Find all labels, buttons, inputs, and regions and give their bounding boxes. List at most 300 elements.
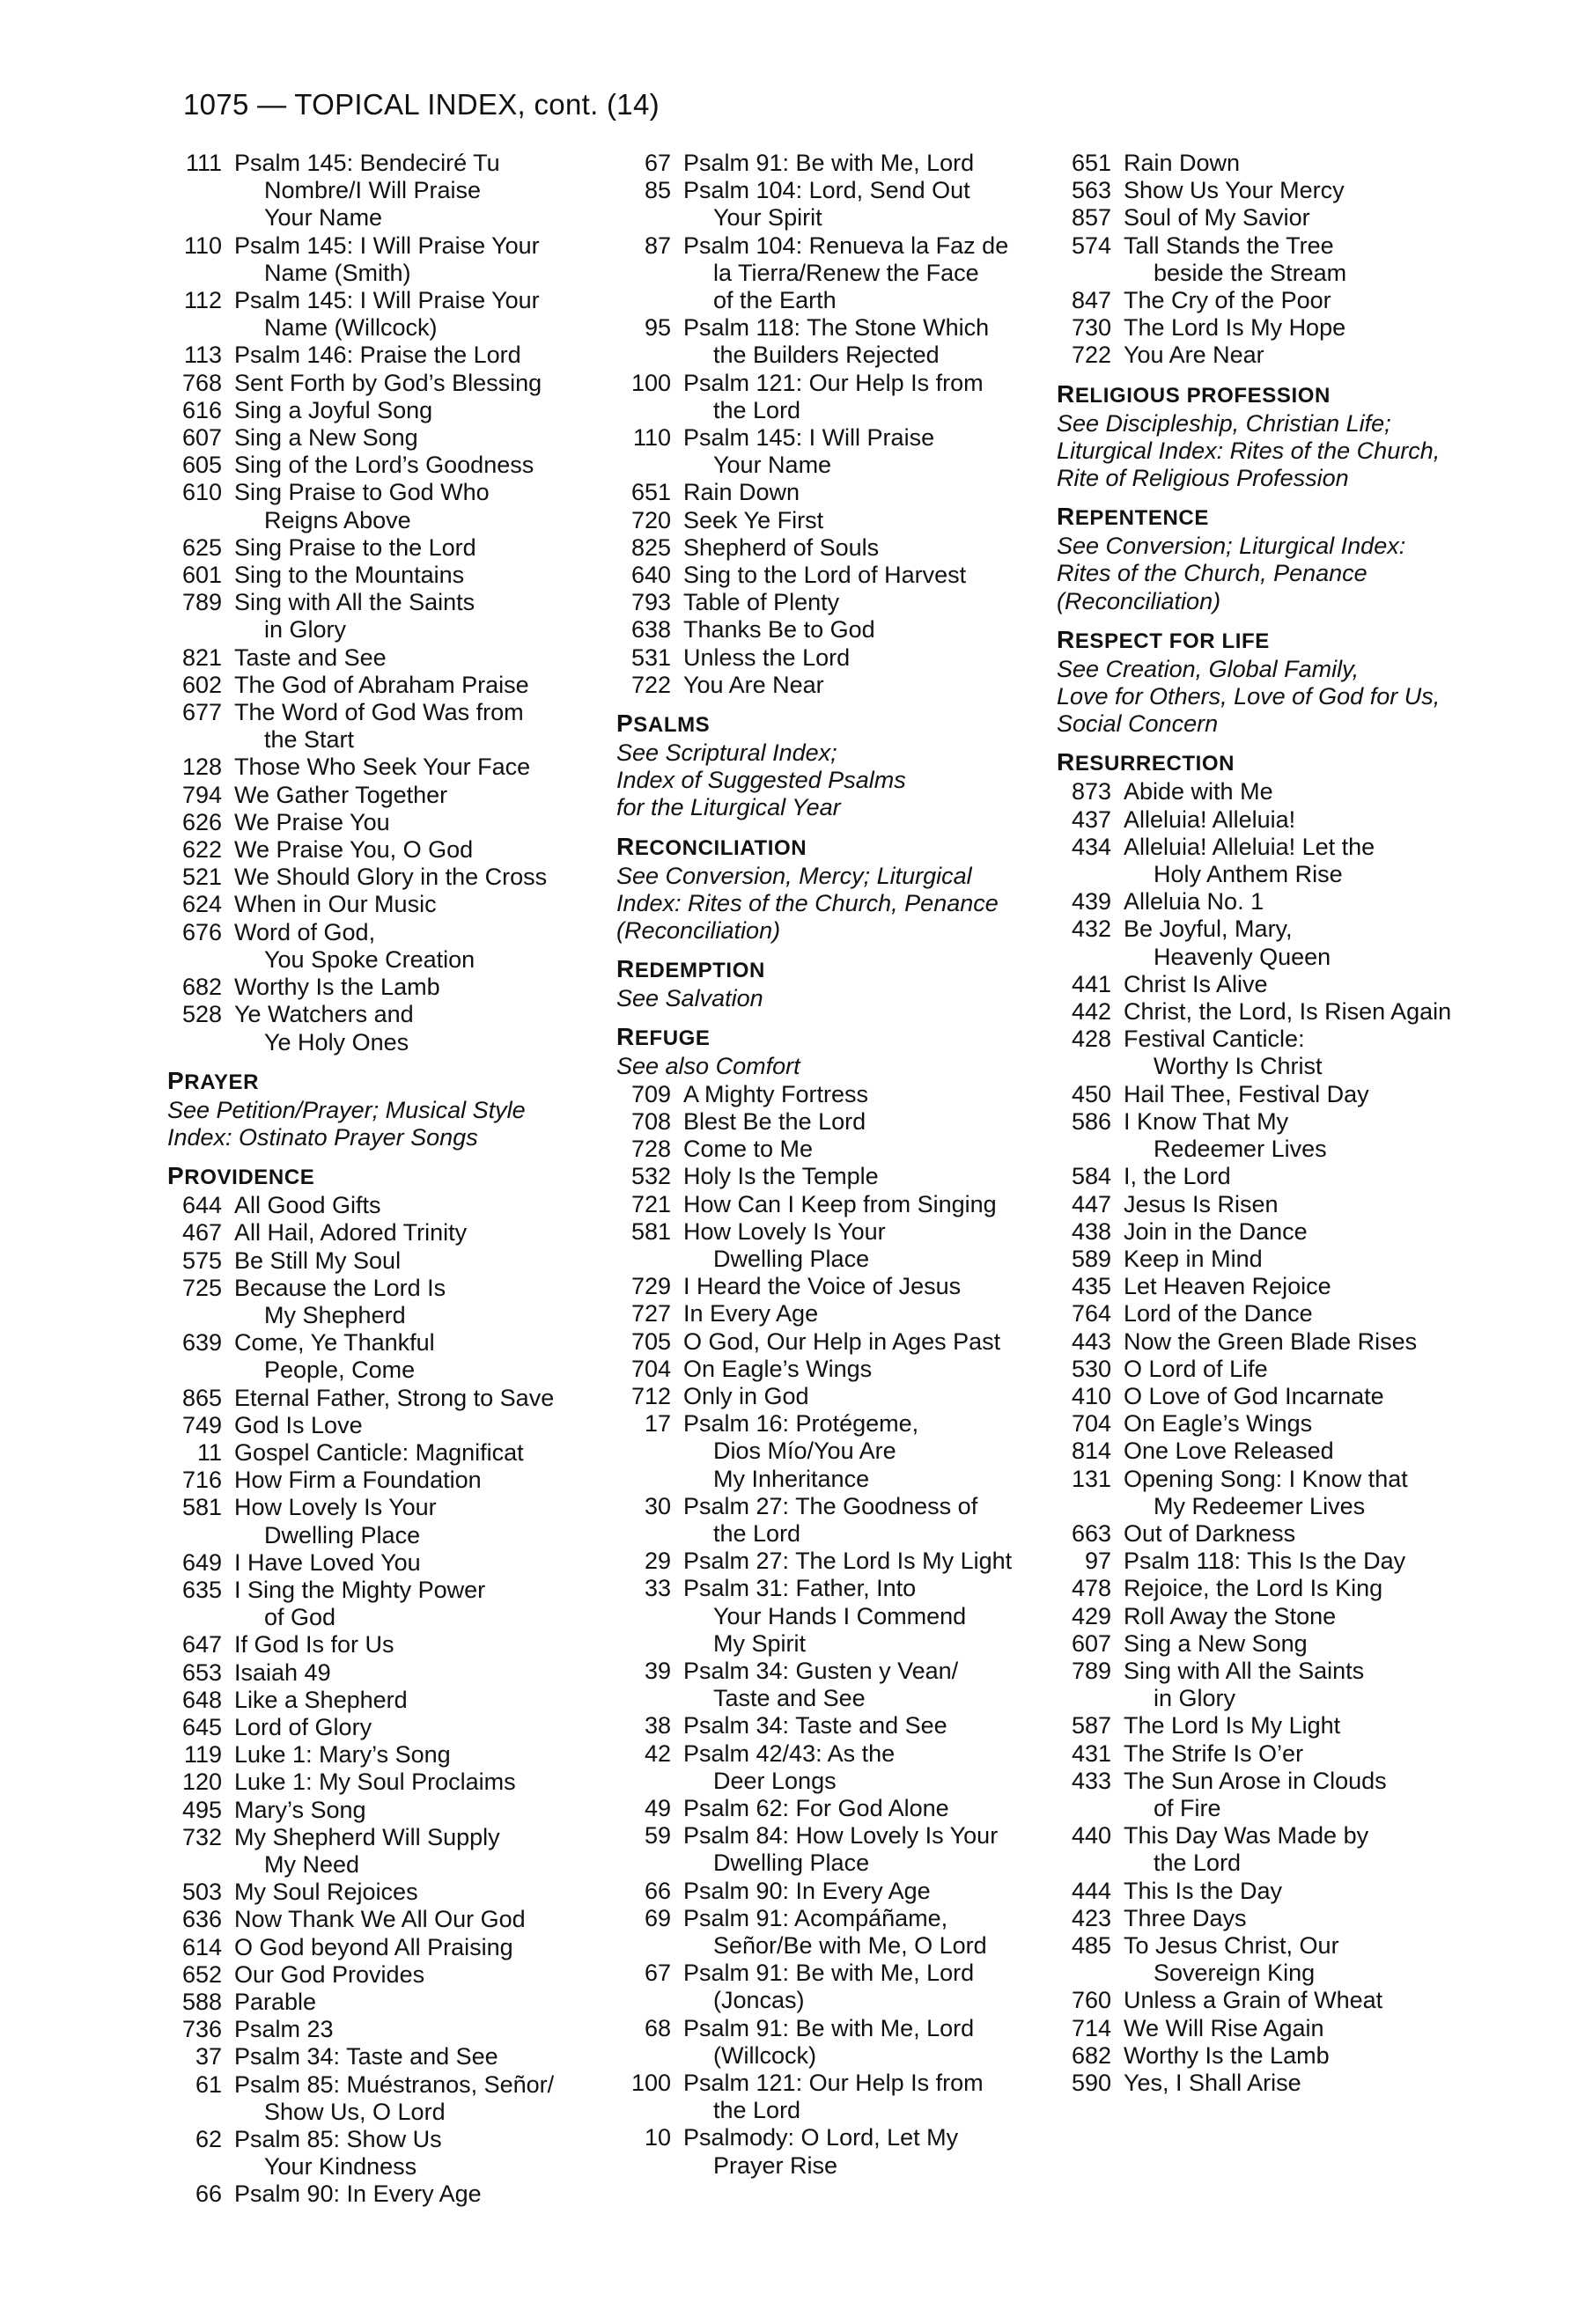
hymn-number: 442 — [1071, 998, 1111, 1026]
index-entry — [1057, 1026, 1479, 1080]
hymn-title — [683, 232, 1008, 315]
hymn-title-line: How Lovely Is Your — [683, 1217, 886, 1245]
index-entry — [1057, 1383, 1479, 1410]
index-entry — [167, 342, 599, 369]
hymn-title-line: O Love of God Incarnate — [1124, 1382, 1384, 1409]
hymn-title — [1124, 1273, 1331, 1300]
hymn-title-line: (Joncas) — [713, 1987, 805, 2014]
hymn-title-line: Sing with All the Saints — [234, 589, 476, 616]
hymn-number: 119 — [183, 1741, 222, 1769]
index-entry — [1057, 1603, 1479, 1630]
hymn-number: 131 — [1071, 1465, 1111, 1492]
hymn-title-line: Psalm 90: In Every Age — [683, 1877, 931, 1904]
hymn-title-line: Let Heaven Rejoice — [1124, 1273, 1331, 1300]
hymn-title-line: Gospel Canticle: Magnificat — [234, 1438, 524, 1466]
hymn-title — [234, 370, 542, 397]
hymn-title-line: beside the Stream — [1154, 259, 1347, 286]
index-entry — [167, 370, 599, 397]
hymn-title-line: Our God Provides — [234, 1960, 425, 1988]
hymn-number: 644 — [181, 1192, 222, 1219]
index-entry — [167, 699, 599, 754]
index-entry — [1057, 1932, 1479, 1987]
index-entry — [1057, 2070, 1479, 2097]
hymn-title — [1124, 1658, 1364, 1712]
index-entry — [616, 507, 1065, 534]
hymn-number: 581 — [630, 1217, 671, 1245]
index-entry — [616, 314, 1065, 369]
index-entry — [167, 1412, 599, 1439]
hymn-title — [683, 1658, 958, 1712]
index-entry — [616, 479, 1065, 506]
hymn-number: 440 — [1071, 1822, 1111, 1850]
index-entry — [1057, 1658, 1479, 1712]
hymn-number: 66 — [195, 2181, 222, 2208]
hymn-title-line: Psalm 27: The Goodness of — [683, 1492, 978, 1519]
hymn-title — [234, 424, 418, 452]
hymn-number: 624 — [181, 891, 222, 918]
hymn-title-line: Those Who Seek Your Face — [234, 754, 531, 781]
hymn-title-line: the Lord — [713, 2097, 801, 2124]
hymn-title-line: Psalm 104: Renueva la Faz de — [683, 232, 1009, 259]
hymn-title — [234, 1329, 435, 1384]
hymn-number: 676 — [181, 918, 222, 945]
hymn-title-line: Sent Forth by God’s Blessing — [234, 369, 542, 396]
hymn-number: 601 — [181, 562, 222, 589]
hymn-number: 704 — [630, 1355, 671, 1382]
hymn-title-line: Señor/Be with Me, O Lord — [713, 1931, 987, 1959]
see-reference — [1057, 410, 1479, 493]
index-entry — [167, 1989, 599, 2016]
index-entry — [167, 1714, 599, 1741]
hymn-title-line: Your Kindness — [264, 2153, 417, 2181]
hymn-title-line: I Know That My — [1124, 1107, 1289, 1135]
hymn-title-line: Reigns Above — [264, 506, 411, 533]
index-entry — [1057, 1273, 1479, 1300]
topic-heading: PSALMS — [616, 710, 711, 738]
hymn-title-line: My Redeemer Lives — [1154, 1492, 1366, 1519]
hymn-number: 729 — [630, 1273, 671, 1300]
hymn-title-line: of God — [264, 1604, 336, 1631]
hymn-title — [1124, 916, 1331, 970]
hymn-title — [234, 782, 447, 809]
index-entry — [1057, 177, 1479, 204]
index-entry — [616, 424, 1065, 479]
hymn-title — [234, 1906, 526, 1933]
hymn-title-line: Psalm 16: Protégeme, — [683, 1410, 919, 1438]
index-entry — [616, 150, 1065, 177]
index-entry — [616, 177, 1065, 232]
hymn-number: 708 — [630, 1107, 671, 1135]
index-entry — [616, 1218, 1065, 1273]
hymn-title-line: My Inheritance — [713, 1465, 870, 1492]
hymn-title — [1124, 1356, 1268, 1383]
hymn-title-line: We Praise You, O God — [234, 836, 474, 864]
topic-heading: RECONCILIATION — [616, 832, 807, 860]
hymn-title-line: Luke 1: My Soul Proclaims — [234, 1769, 516, 1796]
hymn-title — [683, 314, 989, 369]
hymn-title-line: O God, Our Help in Ages Past — [683, 1327, 1001, 1355]
hymn-title — [234, 891, 437, 918]
index-entry — [616, 1795, 1065, 1822]
hymn-title-line: The Cry of the Poor — [1124, 287, 1331, 314]
hymn-title-line: Psalm 62: For God Alone — [683, 1794, 949, 1821]
index-entry — [167, 836, 599, 864]
hymn-title-line: How Lovely Is Your — [234, 1494, 437, 1521]
hymn-title — [234, 1247, 401, 1275]
see-reference-line: Rites of the Church, Penance — [1057, 560, 1368, 587]
hymn-title-line: All Good Gifts — [234, 1192, 381, 1219]
hymn-title-line: Opening Song: I Know that — [1124, 1465, 1408, 1492]
hymn-title — [234, 1001, 414, 1055]
index-entry — [616, 1822, 1065, 1877]
see-reference-line: See also Comfort — [616, 1053, 800, 1080]
index-entry — [167, 919, 599, 974]
index-entry — [167, 232, 599, 287]
index-entry — [1057, 778, 1479, 805]
hymn-title-line: I Sing the Mighty Power — [234, 1576, 486, 1603]
hymn-number: 610 — [181, 479, 222, 506]
hymn-number: 37 — [195, 2043, 222, 2070]
hymn-number: 42 — [644, 1739, 671, 1767]
index-entry — [167, 672, 599, 699]
hymn-title-line: Heavenly Queen — [1154, 943, 1331, 970]
see-reference — [167, 1097, 599, 1151]
hymn-title-line: Name (Willcock) — [264, 314, 438, 342]
hymn-title — [1124, 1191, 1279, 1218]
hymn-title — [234, 644, 387, 672]
hymn-number: 467 — [181, 1219, 222, 1247]
hymn-title-line: Psalm 27: The Lord Is My Light — [683, 1548, 1013, 1575]
see-reference-line: See Salvation — [616, 985, 763, 1012]
hymn-title — [683, 479, 800, 506]
hymn-number: 712 — [630, 1382, 671, 1409]
hymn-number: 61 — [195, 2070, 222, 2098]
hymn-number: 586 — [1071, 1107, 1111, 1135]
hymn-title-line: I Have Loved You — [234, 1548, 421, 1576]
hymn-title-line: Ye Holy Ones — [264, 1028, 409, 1055]
hymn-title — [234, 1687, 408, 1714]
hymn-number: 825 — [630, 533, 671, 561]
hymn-title — [234, 1549, 421, 1577]
index-entry — [1057, 1300, 1479, 1327]
hymn-title — [683, 1905, 987, 1960]
hymn-title-line: On Eagle’s Wings — [1124, 1410, 1313, 1438]
hymn-title-line: Psalm 145: I Will Praise Your — [234, 232, 540, 259]
hymn-title-line: in Glory — [264, 616, 347, 644]
topic-heading: PROVIDENCE — [167, 1162, 315, 1190]
hymn-number: 614 — [181, 1933, 222, 1960]
hymn-number: 503 — [181, 1879, 222, 1906]
hymn-title-line: All Hail, Adored Trinity — [234, 1219, 468, 1247]
hymn-number: 563 — [1071, 177, 1111, 204]
hymn-title-line: Unless the Lord — [683, 644, 851, 671]
index-entry — [167, 534, 599, 562]
hymn-title — [234, 534, 476, 562]
hymn-title-line: Jesus Is Risen — [1124, 1190, 1279, 1217]
index-entry — [167, 452, 599, 479]
hymn-title-line: Holy Is the Temple — [683, 1163, 879, 1190]
hymn-title — [234, 2043, 498, 2070]
hymn-title-line: Holy Anthem Rise — [1154, 861, 1343, 888]
hymn-title — [1124, 1712, 1340, 1739]
hymn-title-line: Dwelling Place — [713, 1245, 870, 1272]
hymn-title-line: Come, Ye Thankful — [234, 1329, 435, 1357]
hymn-title-line: Psalm 145: I Will Praise — [683, 424, 935, 452]
hymn-title — [683, 1878, 931, 1905]
hymn-title — [234, 342, 521, 369]
hymn-title-line: My Need — [264, 1850, 360, 1878]
hymn-title — [1124, 1383, 1384, 1410]
hymn-title-line: If God Is for Us — [234, 1631, 394, 1658]
index-entry — [167, 1741, 599, 1769]
hymn-number: 605 — [181, 452, 222, 479]
hymn-title — [234, 809, 390, 836]
index-entry — [167, 1659, 599, 1687]
hymn-title — [683, 1383, 809, 1410]
index-entry — [167, 782, 599, 809]
index-entry — [167, 1385, 599, 1412]
hymn-title-line: Be Joyful, Mary, — [1124, 916, 1293, 943]
index-entry — [1057, 2042, 1479, 2070]
hymn-number: 581 — [181, 1494, 222, 1521]
hymn-title-line: Yes, I Shall Arise — [1124, 2070, 1301, 2096]
hymn-title — [683, 644, 850, 672]
hymn-number: 793 — [630, 589, 671, 616]
index-entry — [1057, 2015, 1479, 2042]
hymn-title — [1124, 1603, 1336, 1630]
hymn-title-line: Be Still My Soul — [234, 1247, 402, 1274]
index-entry — [167, 1219, 599, 1247]
hymn-title-line: Psalm 85: Muéstranos, Señor/ — [234, 2070, 555, 2098]
index-entry — [167, 1577, 599, 1631]
index-entry — [1057, 204, 1479, 232]
hymn-number: 847 — [1071, 287, 1111, 314]
hymn-title-line: A Mighty Fortress — [683, 1080, 869, 1107]
hymn-title — [1124, 1410, 1312, 1438]
index-entry — [167, 1769, 599, 1796]
hymn-title-line: Unless a Grain of Wheat — [1124, 1987, 1383, 2014]
hymn-title — [234, 974, 440, 1001]
hymn-number: 66 — [644, 1877, 671, 1904]
hymn-title-line: Eternal Father, Strong to Save — [234, 1384, 555, 1411]
see-reference — [616, 739, 1065, 822]
hymn-title — [1124, 778, 1273, 805]
hymn-title — [234, 1494, 437, 1548]
index-entry — [616, 1163, 1065, 1190]
hymn-title — [683, 2070, 984, 2124]
hymn-title-line: the Start — [264, 726, 355, 754]
index-entry — [616, 1658, 1065, 1712]
hymn-title-line: Dwelling Place — [264, 1521, 421, 1548]
hymn-title-line: Soul of My Savior — [1124, 204, 1310, 232]
hymn-title — [683, 177, 970, 232]
hymn-title — [1124, 1987, 1382, 2014]
index-entry — [616, 562, 1065, 589]
hymn-title-line: Alleluia! Alleluia! Let the — [1124, 833, 1375, 860]
index-entry — [616, 2070, 1065, 2124]
index-entry — [616, 644, 1065, 672]
hymn-number: 625 — [181, 533, 222, 561]
hymn-title-line: Ye Watchers and — [234, 1001, 414, 1028]
see-reference-line: See Petition/Prayer; Musical Style — [167, 1096, 526, 1123]
hymn-number: 68 — [644, 2014, 671, 2041]
hymn-title-line: Psalm 145: I Will Praise Your — [234, 287, 540, 314]
hymn-title-line: Because the Lord Is — [234, 1274, 446, 1301]
hymn-title — [234, 2016, 334, 2043]
hymn-title-line: Psalm 34: Taste and See — [683, 1712, 947, 1739]
hymn-title-line: la Tierra/Renew the Face — [713, 259, 979, 286]
hymn-number: 727 — [630, 1300, 671, 1327]
hymn-number: 640 — [630, 562, 671, 589]
hymn-title-line: I Heard the Voice of Jesus — [683, 1273, 962, 1300]
hymn-title — [683, 507, 823, 534]
index-column-3 — [1057, 150, 1479, 2097]
index-entry — [616, 1383, 1065, 1410]
hymn-title — [1124, 1026, 1323, 1080]
hymn-number: 651 — [1071, 150, 1111, 176]
hymn-title-line: O God beyond All Praising — [234, 1933, 513, 1960]
hymn-title-line: Sing to the Mountains — [234, 562, 465, 589]
index-entry — [1057, 342, 1479, 369]
see-reference-line: (Reconciliation) — [616, 917, 781, 945]
hymn-title — [234, 864, 547, 891]
hymn-number: 705 — [630, 1327, 671, 1355]
hymn-title-line: This Day Was Made by — [1124, 1822, 1369, 1850]
topic-heading: RESURRECTION — [1057, 748, 1235, 776]
index-entry — [1057, 1987, 1479, 2014]
hymn-title — [1124, 834, 1375, 888]
index-entry — [1057, 287, 1479, 314]
see-reference — [616, 985, 1065, 1012]
see-reference-line: See Discipleship, Christian Life; — [1057, 409, 1391, 437]
index-entry — [167, 397, 599, 424]
index-entry — [616, 1575, 1065, 1658]
hymn-title-line: Sing of the Lord’s Goodness — [234, 452, 534, 479]
hymn-number: 29 — [644, 1548, 671, 1575]
hymn-title-line: We Should Glory in the Cross — [234, 864, 548, 891]
see-reference-line: See Conversion; Liturgical Index: — [1057, 533, 1406, 560]
hymn-title — [683, 1822, 998, 1877]
hymn-title — [234, 1275, 446, 1329]
hymn-title — [234, 1797, 366, 1824]
hymn-number: 100 — [630, 2070, 671, 2096]
hymn-title-line: Sing to the Lord of Harvest — [683, 562, 967, 589]
hymn-title — [234, 1659, 331, 1687]
hymn-number: 528 — [181, 1001, 222, 1028]
see-reference-line: Index: Rites of the Church, Penance — [616, 889, 999, 916]
hymn-title-line: Alleluia No. 1 — [1124, 888, 1264, 916]
hymn-number: 530 — [1071, 1355, 1111, 1382]
hymn-number: 768 — [181, 369, 222, 396]
hymn-number: 67 — [644, 1960, 671, 1987]
hymn-title-line: Mary’s Song — [234, 1796, 366, 1823]
index-entry — [1057, 971, 1479, 998]
hymn-title — [234, 1714, 372, 1741]
hymn-title — [234, 2126, 442, 2181]
hymn-title-line: Psalm 121: Our Help Is from — [683, 369, 984, 396]
hymn-number: 17 — [644, 1410, 671, 1438]
index-entry — [1057, 1246, 1479, 1273]
hymn-number: 789 — [1071, 1657, 1111, 1684]
hymn-title-line: Show Us Your Mercy — [1124, 177, 1345, 204]
index-entry — [616, 1878, 1065, 1905]
hymn-title — [1124, 998, 1451, 1026]
index-entry — [167, 1275, 599, 1329]
hymn-number: 728 — [630, 1136, 671, 1163]
hymn-number: 67 — [644, 150, 671, 176]
hymn-title-line: Now Thank We All Our God — [234, 1906, 526, 1933]
hymn-title-line: Psalm 118: This Is the Day — [1124, 1548, 1406, 1575]
page-header: 1075 — TOPICAL INDEX, cont. (14) — [183, 88, 660, 121]
hymn-title-line: Psalm 84: How Lovely Is Your — [683, 1822, 999, 1850]
see-reference-line: Rite of Religious Profession — [1057, 465, 1349, 492]
hymn-title — [683, 616, 875, 644]
hymn-number: 789 — [181, 589, 222, 616]
index-entry — [1057, 232, 1479, 287]
index-entry — [167, 1467, 599, 1494]
index-entry — [167, 424, 599, 452]
hymn-number: 437 — [1071, 805, 1111, 833]
hymn-title-line: We Will Rise Again — [1124, 2014, 1324, 2041]
hymn-title — [1124, 1740, 1303, 1768]
hymn-number: 653 — [181, 1658, 222, 1686]
hymn-title-line: Psalm 145: Bendeciré Tu — [234, 150, 500, 176]
hymn-title-line: The Lord Is My Light — [1124, 1712, 1341, 1739]
index-entry — [1057, 1548, 1479, 1575]
hymn-title — [234, 562, 464, 589]
hymn-number: 428 — [1071, 1026, 1111, 1053]
hymn-title — [683, 1740, 895, 1795]
hymn-title — [1124, 888, 1264, 916]
index-entry — [167, 287, 599, 342]
hymn-title — [683, 1136, 813, 1163]
hymn-number: 722 — [1071, 342, 1111, 369]
hymn-title-line: Lord of the Dance — [1124, 1300, 1313, 1327]
hymn-title-line: In Every Age — [683, 1300, 819, 1327]
hymn-title — [1124, 1630, 1308, 1658]
hymn-title — [234, 1879, 418, 1906]
hymn-title-line: Rain Down — [1124, 150, 1241, 176]
index-entry — [167, 2181, 599, 2208]
hymn-title-line: Psalm 42/43: As the — [683, 1739, 896, 1767]
hymn-title — [1124, 1905, 1247, 1932]
hymn-title-line: One Love Released — [1124, 1438, 1334, 1465]
hymn-title-line: Now the Green Blade Rises — [1124, 1327, 1418, 1355]
hymn-number: 113 — [183, 342, 222, 369]
hymn-title-line: Psalm 34: Taste and See — [234, 2043, 498, 2070]
hymn-number: 730 — [1071, 314, 1111, 342]
hymn-title — [1124, 806, 1295, 834]
hymn-number: 635 — [181, 1576, 222, 1603]
hymn-number: 11 — [196, 1438, 222, 1466]
hymn-title — [1124, 1520, 1295, 1548]
hymn-title — [683, 424, 934, 479]
hymn-title — [1124, 150, 1240, 177]
hymn-title-line: The Lord Is My Hope — [1124, 314, 1346, 342]
hymn-number: 736 — [181, 2016, 222, 2043]
hymn-title-line: the Lord — [713, 1519, 801, 1547]
hymn-title-line: Isaiah 49 — [234, 1658, 331, 1686]
hymn-title-line: Seek Ye First — [683, 506, 824, 533]
hymn-title-line: Psalm 146: Praise the Lord — [234, 342, 521, 369]
hymn-title — [1124, 1163, 1231, 1190]
hymn-title-line: Blest Be the Lord — [683, 1107, 866, 1135]
index-entry — [167, 1906, 599, 1933]
hymn-title — [234, 836, 473, 864]
hymn-number: 87 — [644, 232, 671, 259]
hymn-number: 97 — [1084, 1548, 1111, 1575]
hymn-title-line: Psalm 91: Be with Me, Lord — [683, 150, 975, 176]
